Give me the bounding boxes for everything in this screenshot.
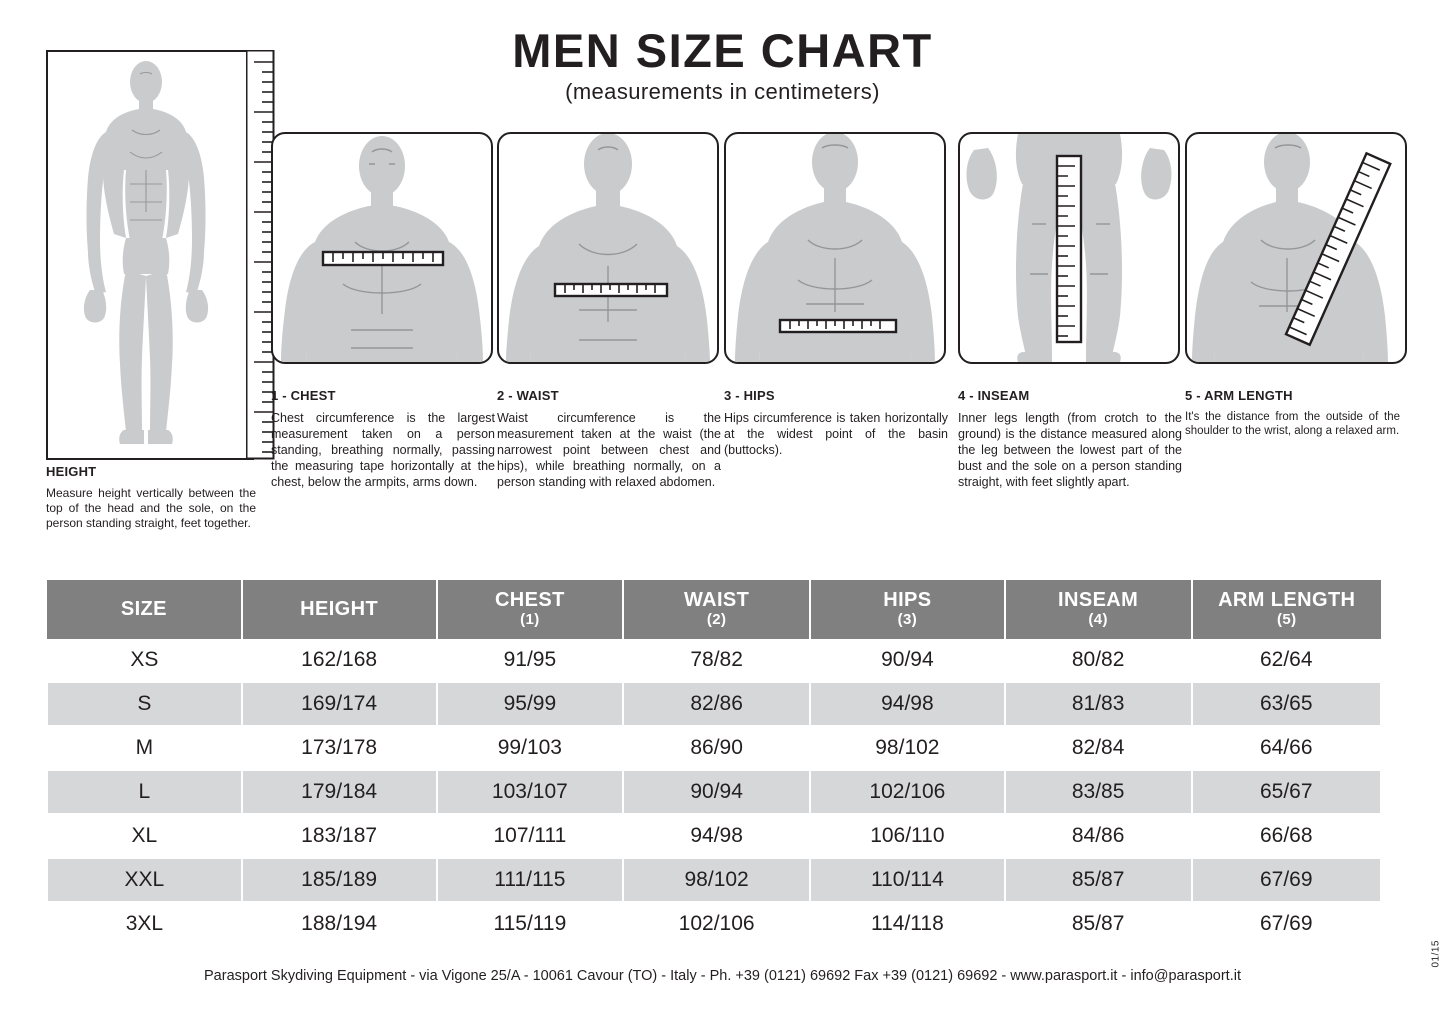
cell-size: 3XL [47, 902, 242, 946]
cell-arm-length: 67/69 [1192, 858, 1382, 902]
cell-inseam: 81/83 [1005, 682, 1192, 726]
caption-chest-body: Chest circumference is the largest measurement taken on a person standing, breathing normally, passing the measuring tape horizontally at the chest, below the armpits, arms down. [271, 410, 495, 489]
cell-height: 162/168 [242, 639, 437, 682]
size-chart-table-wrapper [46, 580, 1382, 947]
cell-hips: 90/94 [810, 639, 1005, 682]
figure-panel-waist [497, 132, 719, 364]
column-header-arm-length [1192, 580, 1382, 639]
cell-height: 179/184 [242, 770, 437, 814]
cell-arm-length: 64/66 [1192, 726, 1382, 770]
cell-height: 173/178 [242, 726, 437, 770]
cell-inseam: 85/87 [1005, 902, 1192, 946]
column-header-chest-sub: (1) [520, 611, 540, 628]
table-row [47, 902, 1381, 946]
cell-arm-length: 67/69 [1192, 902, 1382, 946]
column-header-inseam [1005, 580, 1192, 639]
column-header-waist [623, 580, 810, 639]
table-row [47, 814, 1381, 858]
figure-panel-inseam [958, 132, 1180, 364]
cell-height: 169/174 [242, 682, 437, 726]
caption-waist [497, 388, 721, 490]
column-header-waist-sub: (2) [706, 611, 727, 628]
inseam-ruler-icon [1057, 156, 1081, 342]
cell-size: M [47, 726, 242, 770]
caption-height [46, 464, 256, 532]
cell-size: XXL [47, 858, 242, 902]
waist-tape-icon [555, 284, 667, 296]
caption-arm-length [1185, 388, 1400, 439]
caption-inseam-title: 4 - INSEAM [958, 388, 1030, 403]
height-frame [46, 50, 254, 460]
inseam-figure-icon [960, 134, 1178, 362]
caption-inseam [958, 388, 1182, 490]
caption-chest-title: 1 - CHEST [271, 388, 336, 403]
cell-arm-length: 62/64 [1192, 639, 1382, 682]
table-row [47, 682, 1381, 726]
caption-hips-title: 3 - HIPS [724, 388, 775, 403]
column-header-chest [437, 580, 624, 639]
footer-contact: Parasport Skydiving Equipment - via Vigone 25/A - 10061 Cavour (TO) - Italy - Ph. +39 (0121) 69692 Fax +39 (0121) 69692 - www.parasport.it - info@parasport.it [204, 968, 1241, 984]
hips-figure-icon [726, 134, 944, 362]
cell-inseam: 83/85 [1005, 770, 1192, 814]
cell-arm-length: 65/67 [1192, 770, 1382, 814]
cell-chest: 95/99 [437, 682, 624, 726]
cell-hips: 106/110 [810, 814, 1005, 858]
table-header-row [47, 580, 1381, 639]
caption-arm-length-body: It's the distance from the outside of the shoulder to the wrist, along a relaxed arm. [1185, 410, 1400, 438]
cell-hips: 110/114 [810, 858, 1005, 902]
cell-chest: 111/115 [437, 858, 624, 902]
cell-size: XS [47, 639, 242, 682]
cell-waist: 78/82 [623, 639, 810, 682]
table-row [47, 770, 1381, 814]
cell-hips: 102/106 [810, 770, 1005, 814]
cell-arm-length: 63/65 [1192, 682, 1382, 726]
size-chart-table [46, 580, 1382, 947]
cell-height: 185/189 [242, 858, 437, 902]
cell-waist: 90/94 [623, 770, 810, 814]
cell-chest: 107/111 [437, 814, 624, 858]
column-header-hips-label: HIPS [883, 589, 932, 611]
cell-inseam: 80/82 [1005, 639, 1192, 682]
caption-height-title: HEIGHT [46, 464, 97, 479]
cell-waist: 82/86 [623, 682, 810, 726]
cell-size: L [47, 770, 242, 814]
cell-chest: 115/119 [437, 902, 624, 946]
cell-size: XL [47, 814, 242, 858]
column-header-inseam-label: INSEAM [1058, 589, 1139, 611]
figure-panel-arm-length [1185, 132, 1407, 364]
figure-panel-hips [724, 132, 946, 364]
chest-figure-icon [273, 134, 491, 362]
column-header-chest-label: CHEST [494, 589, 565, 611]
caption-inseam-body: Inner legs length (from crotch to the ground) is the distance measured along the leg between the lowest part of the bust and the sole on a person standing straight, with feet slightly apart. [958, 410, 1182, 489]
table-row [47, 639, 1381, 682]
column-header-arm-length-label: ARM LENGTH [1218, 589, 1356, 611]
caption-waist-body: Waist circumference is the measurement taken at the waist (the narrowest point between chest and hips), while breathing normally, on a person standing with relaxed abdomen. [497, 410, 721, 489]
page-subtitle: (measurements in centimeters) [565, 79, 880, 105]
hips-tape-icon [780, 320, 896, 332]
column-header-hips [810, 580, 1005, 639]
cell-height: 188/194 [242, 902, 437, 946]
caption-chest [271, 388, 495, 490]
cell-size: S [47, 682, 242, 726]
waist-figure-icon [499, 134, 717, 362]
column-header-hips-sub: (3) [897, 611, 918, 628]
chest-tape-icon [323, 252, 443, 265]
cell-inseam: 82/84 [1005, 726, 1192, 770]
column-header-size [47, 580, 242, 639]
column-header-inseam-sub: (4) [1088, 611, 1108, 628]
column-header-waist-label: WAIST [683, 589, 750, 611]
height-figure-icon [48, 52, 252, 458]
figure-height [46, 50, 256, 460]
caption-arm-length-title: 5 - ARM LENGTH [1185, 388, 1293, 403]
cell-height: 183/187 [242, 814, 437, 858]
cell-hips: 94/98 [810, 682, 1005, 726]
column-header-size-label: SIZE [120, 597, 167, 620]
arm-length-figure-icon [1187, 134, 1405, 362]
cell-arm-length: 66/68 [1192, 814, 1382, 858]
table-row [47, 858, 1381, 902]
caption-height-body: Measure height vertically between the top of the head and the sole, on the person standing straight, feet together. [46, 485, 256, 531]
column-header-height [242, 580, 437, 639]
cell-waist: 102/106 [623, 902, 810, 946]
cell-waist: 86/90 [623, 726, 810, 770]
cell-chest: 99/103 [437, 726, 624, 770]
cell-chest: 91/95 [437, 639, 624, 682]
page-title: MEN SIZE CHART [512, 24, 933, 77]
cell-hips: 98/102 [810, 726, 1005, 770]
cell-inseam: 85/87 [1005, 858, 1192, 902]
cell-waist: 98/102 [623, 858, 810, 902]
cell-chest: 103/107 [437, 770, 624, 814]
figure-panel-chest [271, 132, 493, 364]
column-header-height-label: HEIGHT [300, 597, 379, 620]
column-header-arm-length-sub: (5) [1276, 611, 1297, 628]
cell-hips: 114/118 [810, 902, 1005, 946]
document-code: 01/15 [1431, 940, 1442, 968]
figures-section [46, 40, 1406, 560]
cell-waist: 94/98 [623, 814, 810, 858]
cell-inseam: 84/86 [1005, 814, 1192, 858]
table-row [47, 726, 1381, 770]
caption-hips-body: Hips circumference is taken horizontally at the widest point of the basin (buttocks). [724, 410, 948, 457]
caption-waist-title: 2 - WAIST [497, 388, 559, 403]
caption-hips [724, 388, 948, 458]
